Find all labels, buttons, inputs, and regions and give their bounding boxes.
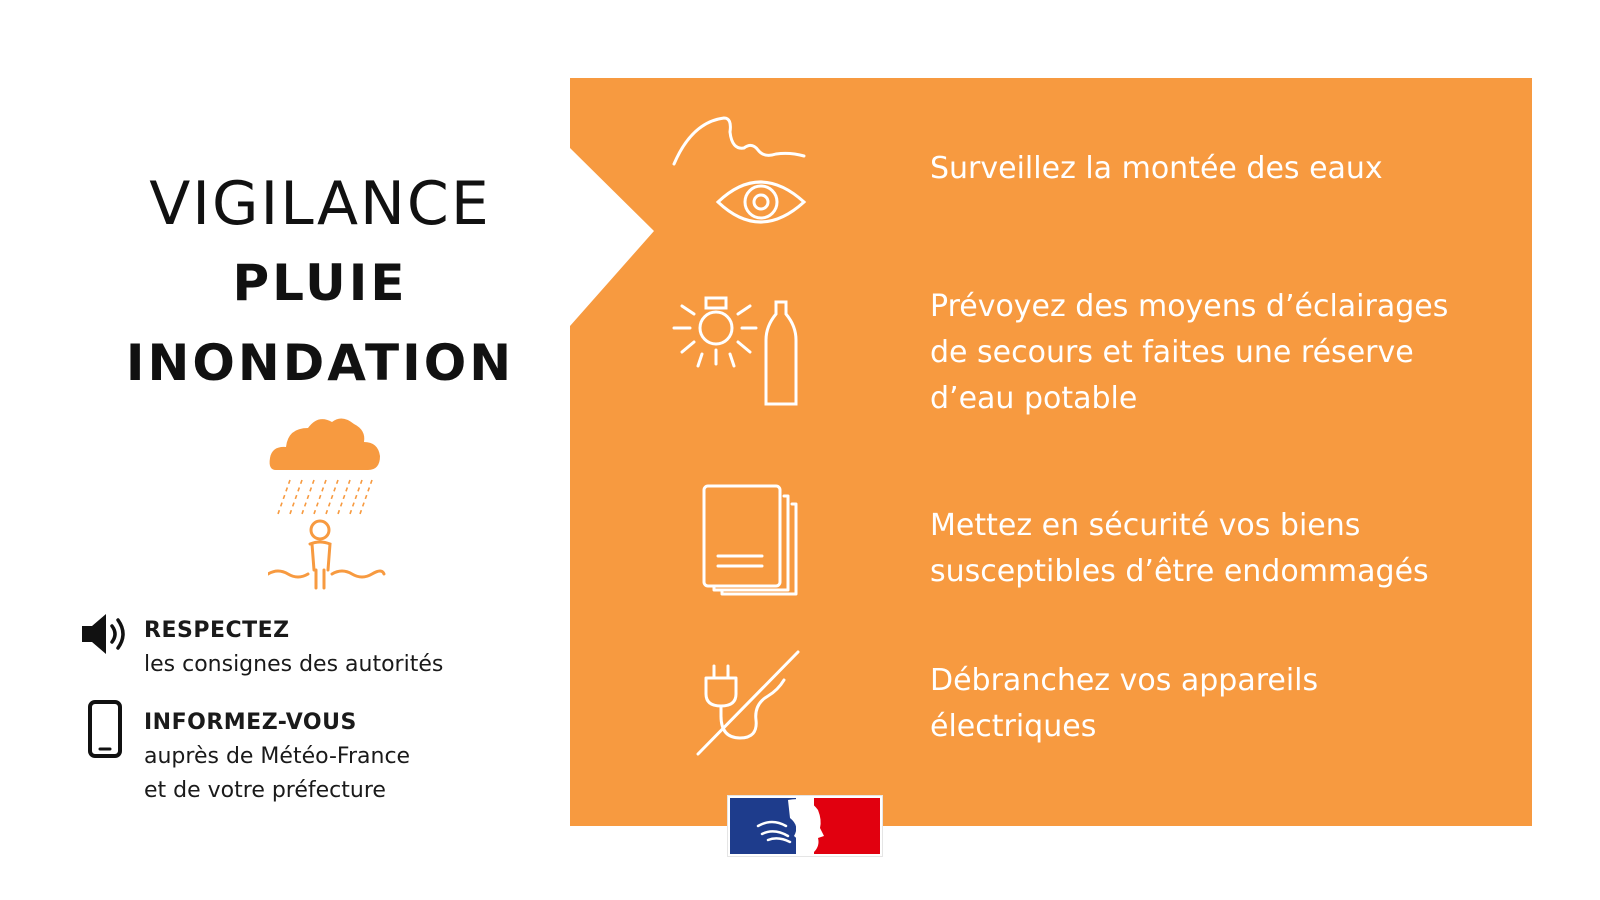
advice-inform-line-2: et de votre préfecture — [144, 778, 386, 803]
instruction-1 — [930, 146, 1530, 192]
marianne-logo-icon — [728, 796, 882, 856]
instruction-1-line-1: Surveillez la montée des eaux — [930, 151, 1383, 186]
smartphone-icon — [86, 700, 138, 760]
instruction-2-line-3: d’eau potable — [930, 381, 1138, 416]
title-block — [60, 160, 580, 392]
instruction-3-line-2: susceptibles d’être endommagés — [930, 554, 1429, 589]
unplug-icon — [696, 650, 806, 760]
advice-respect-heading: RESPECTEZ — [144, 618, 290, 643]
wave-eye-icon — [672, 112, 812, 232]
title-inondation: INONDATION — [125, 334, 515, 392]
instruction-4-line-2: électriques — [930, 709, 1097, 744]
instruction-2-line-2: de secours et faites une réserve — [930, 335, 1414, 370]
instruction-2-line-1: Prévoyez des moyens d’éclairages — [930, 289, 1449, 324]
advice-inform-line-1: auprès de Météo-France — [144, 744, 411, 769]
advice-inform-heading: INFORMEZ-VOUS — [144, 710, 357, 735]
title-vigilance: VIGILANCE — [149, 169, 491, 239]
instruction-4 — [930, 658, 1530, 750]
advice-respect-line: les consignes des autorités — [144, 652, 444, 677]
rain-flood-person-icon — [268, 410, 388, 610]
instruction-2 — [930, 284, 1530, 422]
lamp-bottle-icon — [672, 296, 812, 416]
instruction-4-line-1: Débranchez vos appareils — [930, 663, 1319, 698]
instruction-3 — [930, 503, 1530, 595]
instruction-3-line-1: Mettez en sécurité vos biens — [930, 508, 1361, 543]
title-pluie: PLUIE — [232, 254, 408, 312]
documents-icon — [700, 482, 810, 602]
speaker-icon — [80, 612, 132, 656]
